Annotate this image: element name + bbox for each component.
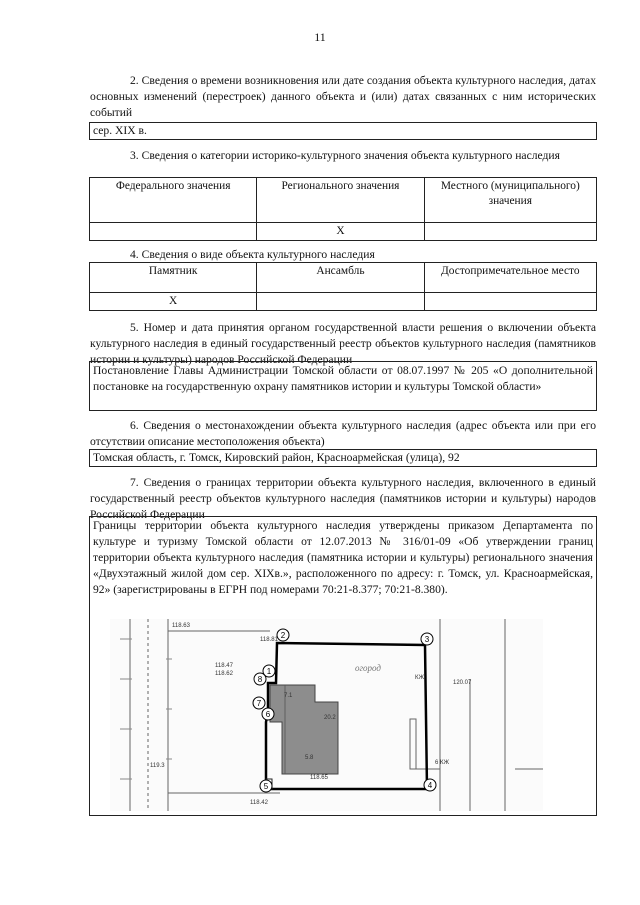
type-monument-header: Памятник	[90, 263, 257, 293]
category-federal-header: Федерального значения	[90, 178, 257, 223]
section-4-heading: 4. Сведения о виде объекта культурного наследия	[130, 248, 375, 261]
map-label-m: 5.8	[305, 755, 314, 761]
point-3: 3	[424, 635, 430, 644]
map-label-b: 118.47	[215, 663, 233, 669]
type-ensemble-cell	[257, 293, 424, 311]
map-label-n: 7.1	[284, 693, 293, 699]
category-table	[89, 177, 597, 241]
map-label-k: 20.2	[324, 715, 336, 721]
category-local-header: Местного (муниципального) значения	[424, 178, 596, 223]
point-8: 8	[257, 675, 263, 684]
map-label-q: КЖ	[415, 675, 425, 681]
section-6-heading: 6. Сведения о местонахождении объекта культурного наследия (адрес объекта или при его отсутствии описание местоположения объекта)	[90, 419, 596, 448]
section-5-value: Постановление Главы Администрации Томской области от 08.07.1997 № 205 «О дополнительной постановке на государственную охрану памятников истории и культуры Томской области»	[89, 361, 597, 411]
map-label-garden: огород	[355, 663, 381, 673]
section-5-heading: 5. Номер и дата принятия органом государственной власти решения о включении объекта культурного наследия в единый государственный реестр объектов культурного наследия (памятников истории и культуры) народов Российской Федерации	[90, 321, 596, 366]
section-2-heading: 2. Сведения о времени возникновения или дате создания объекта культурного наследия, датах основных изменений (перестроек) данного объекта и (или) датах связанных с ним исторических событий	[90, 74, 596, 119]
map-label-e: 120.07	[453, 680, 472, 686]
section-7-heading: 7. Сведения о границах территории объекта культурного наследия, включенного в единый государственный реестр объектов культурного наследия (памятников истории и культуры) народов Российской Федерации	[90, 476, 596, 521]
map-label-c: 118.62	[215, 671, 233, 677]
category-regional-header: Регионального значения	[257, 178, 424, 223]
map-label-p: 6 КЖ	[435, 760, 450, 766]
type-ensemble-header: Ансамбль	[257, 263, 424, 293]
type-landmark-header: Достопримечательное место	[424, 263, 596, 293]
section-7-value: Границы территории объекта культурного наследия утверждены приказом Департамента по культуре и туризму Томской области от 12.07.2013 № 316/01-09 «Об утверждении границ территории объекта культурного наследия (памятника истории и культуры) регионального значения «Двухэтажный жилой дом сер. XIXв.», расположенного по адресу: г. Томск, ул. Красноармейская, 92» (зарегистрированы в ЕГРН под номерами 70:21-8.377; 70:21-8.380).	[93, 519, 593, 596]
map-label-a: 118.63	[172, 623, 190, 629]
category-federal-cell	[90, 223, 257, 241]
page-number: 11	[314, 30, 326, 44]
section-6-value: Томская область, г. Томск, Кировский район, Красноармейская (улица), 92	[89, 449, 597, 467]
category-regional-mark: X	[257, 223, 424, 241]
point-6: 6	[265, 710, 271, 719]
point-5: 5	[263, 782, 269, 791]
map-label-d: 118.81	[260, 637, 278, 643]
boundary-map	[110, 619, 543, 811]
map-label-h: 119.3	[150, 763, 165, 769]
map-label-f: 118.65	[310, 775, 328, 781]
point-7: 7	[256, 699, 262, 708]
type-table	[89, 262, 597, 311]
point-1: 1	[266, 667, 272, 676]
map-label-g: 118.42	[250, 800, 268, 806]
point-4: 4	[427, 781, 433, 790]
category-local-cell	[424, 223, 596, 241]
boundary-map-drawing	[110, 619, 543, 811]
point-2: 2	[280, 631, 286, 640]
type-monument-mark: X	[90, 293, 257, 311]
section-2-value: сер. XIX в.	[89, 122, 597, 140]
section-3-heading: 3. Сведения о категории историко-культурного значения объекта культурного наследия	[130, 149, 560, 162]
type-landmark-cell	[424, 293, 596, 311]
